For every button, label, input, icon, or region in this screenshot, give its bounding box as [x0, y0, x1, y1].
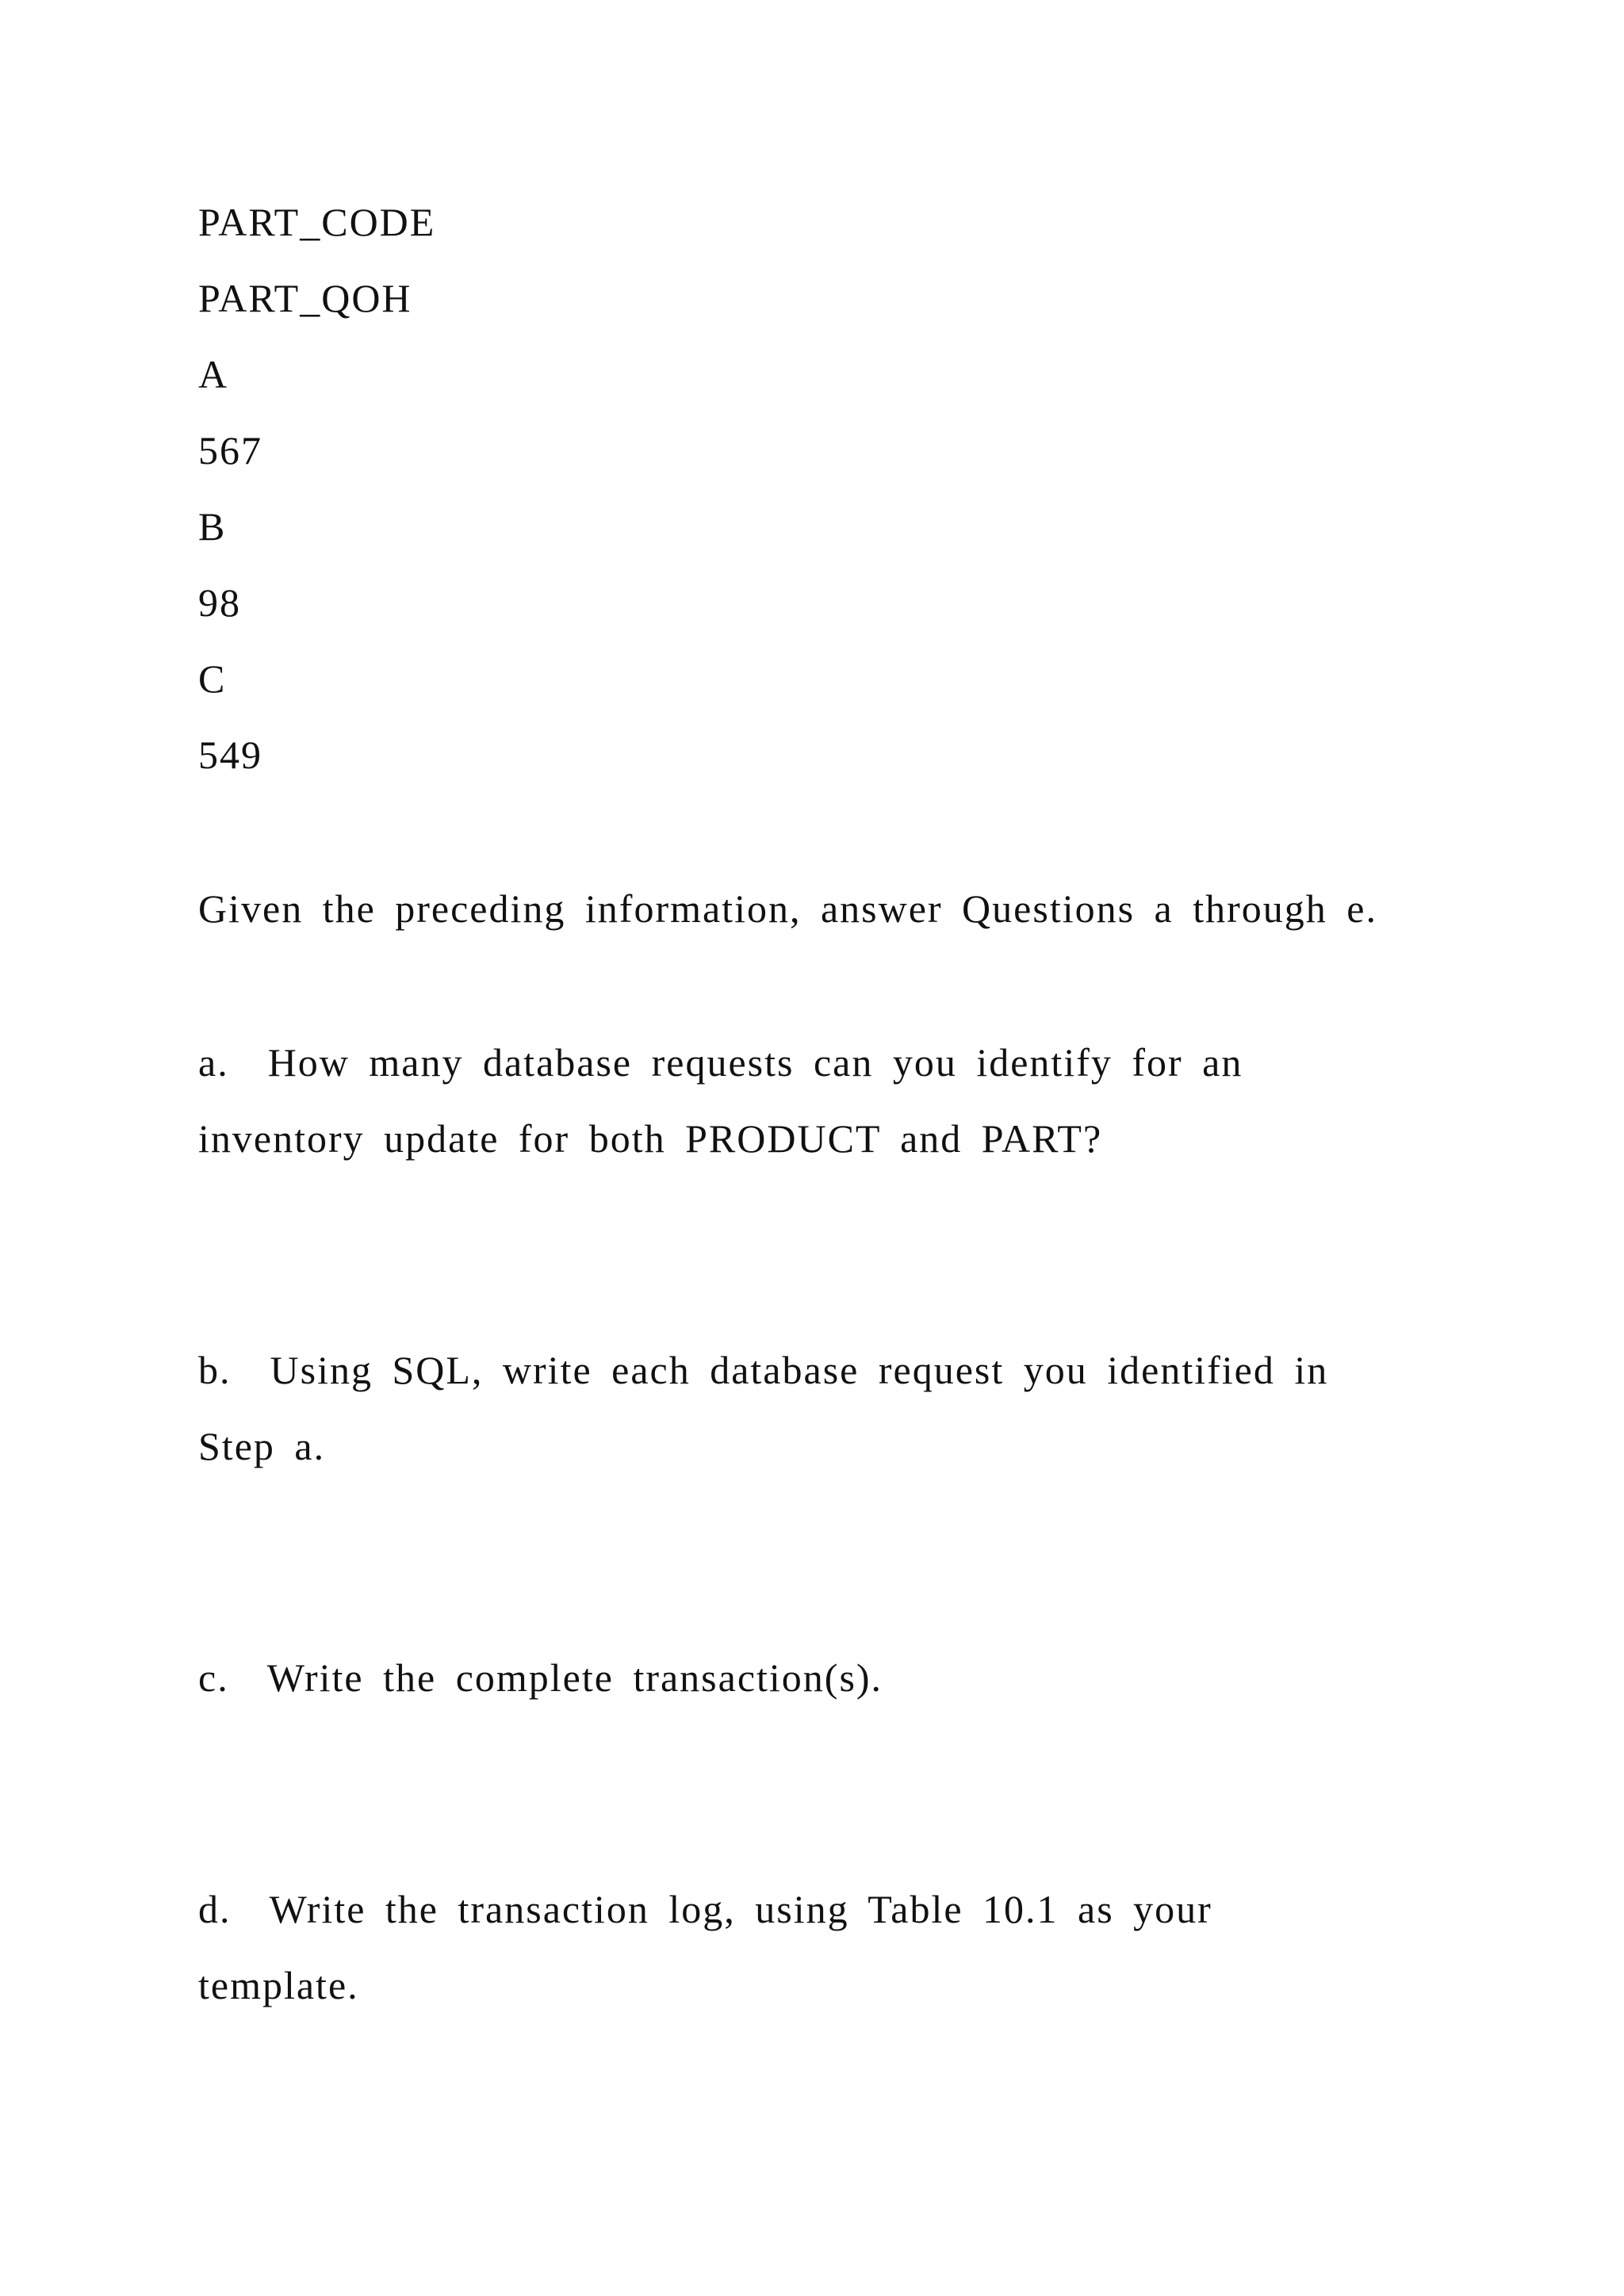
question-b-line-1: b. Using SQL, write each database request you identified in [198, 1348, 1329, 1392]
question-a-line-1: a. How many database requests can you identify for an [198, 1040, 1243, 1085]
table-cell-code-c: C [198, 656, 227, 701]
question-d-line-2: template. [198, 1963, 359, 2007]
question-a-line-2: inventory update for both PRODUCT and PART? [198, 1116, 1103, 1161]
table-cell-qoh-c: 549 [198, 733, 262, 777]
question-c-line-1: c. Write the complete transaction(s). [198, 1655, 883, 1700]
question-b-line-2: Step a. [198, 1424, 326, 1468]
intro-paragraph: Given the preceding information, answer Questions a through e. [198, 886, 1377, 931]
table-cell-qoh-a: 567 [198, 428, 262, 473]
table-cell-code-b: B [198, 504, 227, 549]
table-cell-qoh-b: 98 [198, 580, 241, 625]
table-header-part-code: PART_CODE [198, 200, 436, 244]
question-d-line-1: d. Write the transaction log, using Table 10.1 as your [198, 1887, 1212, 1931]
table-header-part-qoh: PART_QOH [198, 276, 412, 320]
table-cell-code-a: A [198, 352, 229, 396]
